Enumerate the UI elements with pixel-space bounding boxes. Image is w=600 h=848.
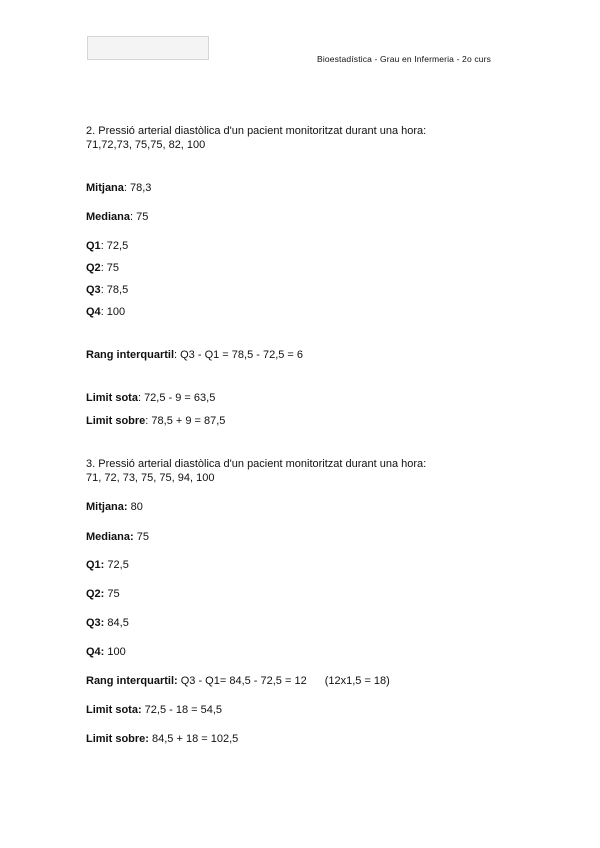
mitjana-value: : 78,3 [123, 182, 152, 194]
riq-value: : Q3 - Q1 = 78,5 - 72,5 = 6 [174, 349, 304, 361]
mitjana-value: 80 [127, 501, 143, 513]
section3-q4 [86, 646, 126, 659]
section3-rang-interquartil [86, 675, 390, 688]
q1-label: Q1 [86, 240, 101, 252]
section3-heading: 3. Pressió arterial diastòlica d'un pacient monitoritzat durant una hora: [86, 458, 427, 470]
riq-label: Rang interquartil [86, 349, 175, 361]
section2-mitjana [86, 182, 151, 195]
section2-limit-sota [86, 392, 215, 405]
section2-q1 [86, 240, 128, 253]
limit-sobre-value: 84,5 + 18 = 102,5 [148, 733, 239, 745]
section3-q3 [86, 617, 129, 630]
q4-label: Q4 [86, 306, 101, 318]
q2-value: : 75 [100, 262, 120, 274]
q4-value: : 100 [100, 306, 126, 318]
logo-placeholder [87, 36, 209, 60]
mitjana-label: Mitjana [86, 182, 124, 194]
section2-q4 [86, 306, 125, 319]
limit-sota-value: : 72,5 - 9 = 63,5 [137, 392, 216, 404]
q2-label: Q2 [86, 262, 101, 274]
limit-sota-label: Limit sota [86, 392, 138, 404]
q4-value: 100 [104, 646, 126, 658]
q4-label: Q4: [86, 646, 105, 658]
mitjana-label: Mitjana: [86, 501, 128, 513]
mediana-value: 75 [133, 531, 149, 543]
section2-q3 [86, 284, 128, 297]
page-header: Bioestadística - Grau en Infermeria - 2o curs [317, 54, 491, 64]
q2-label: Q2: [86, 588, 105, 600]
mediana-label: Mediana: [86, 531, 134, 543]
q3-value: 84,5 [104, 617, 129, 629]
limit-sobre-value: : 78,5 + 9 = 87,5 [145, 415, 226, 427]
section3-data: 71, 72, 73, 75, 75, 94, 100 [86, 472, 215, 484]
limit-sobre-label: Limit sobre: [86, 733, 149, 745]
mediana-value: : 75 [130, 211, 149, 223]
limit-sota-label: Limit sota: [86, 704, 142, 716]
section2-q2 [86, 262, 119, 275]
limit-sota-value: 72,5 - 18 = 54,5 [141, 704, 223, 716]
section2-limit-sobre [86, 415, 225, 428]
riq-label: Rang interquartil: [86, 675, 178, 687]
section2-mediana [86, 211, 148, 224]
section2-heading: 2. Pressió arterial diastòlica d'un pacient monitoritzat durant una hora: [86, 125, 427, 137]
q1-label: Q1: [86, 559, 105, 571]
section2-rang-interquartil [86, 349, 303, 362]
limit-sobre-label: Limit sobre [86, 415, 146, 427]
section3-q1 [86, 559, 129, 572]
q1-value: : 72,5 [100, 240, 129, 252]
section3-q2 [86, 588, 120, 601]
q1-value: 72,5 [104, 559, 129, 571]
riq-value: Q3 - Q1= 84,5 - 72,5 = 12 [177, 675, 307, 687]
section3-mitjana [86, 501, 143, 514]
mediana-label: Mediana [86, 211, 131, 223]
section3-limit-sota [86, 704, 222, 717]
q2-value: 75 [104, 588, 120, 600]
section2-data: 71,72,73, 75,75, 82, 100 [86, 139, 206, 151]
q3-value: : 78,5 [100, 284, 129, 296]
section3-mediana [86, 531, 149, 544]
section3-limit-sobre [86, 733, 238, 746]
riq-note: (12x1,5 = 18) [324, 675, 390, 687]
q3-label: Q3: [86, 617, 105, 629]
q3-label: Q3 [86, 284, 101, 296]
